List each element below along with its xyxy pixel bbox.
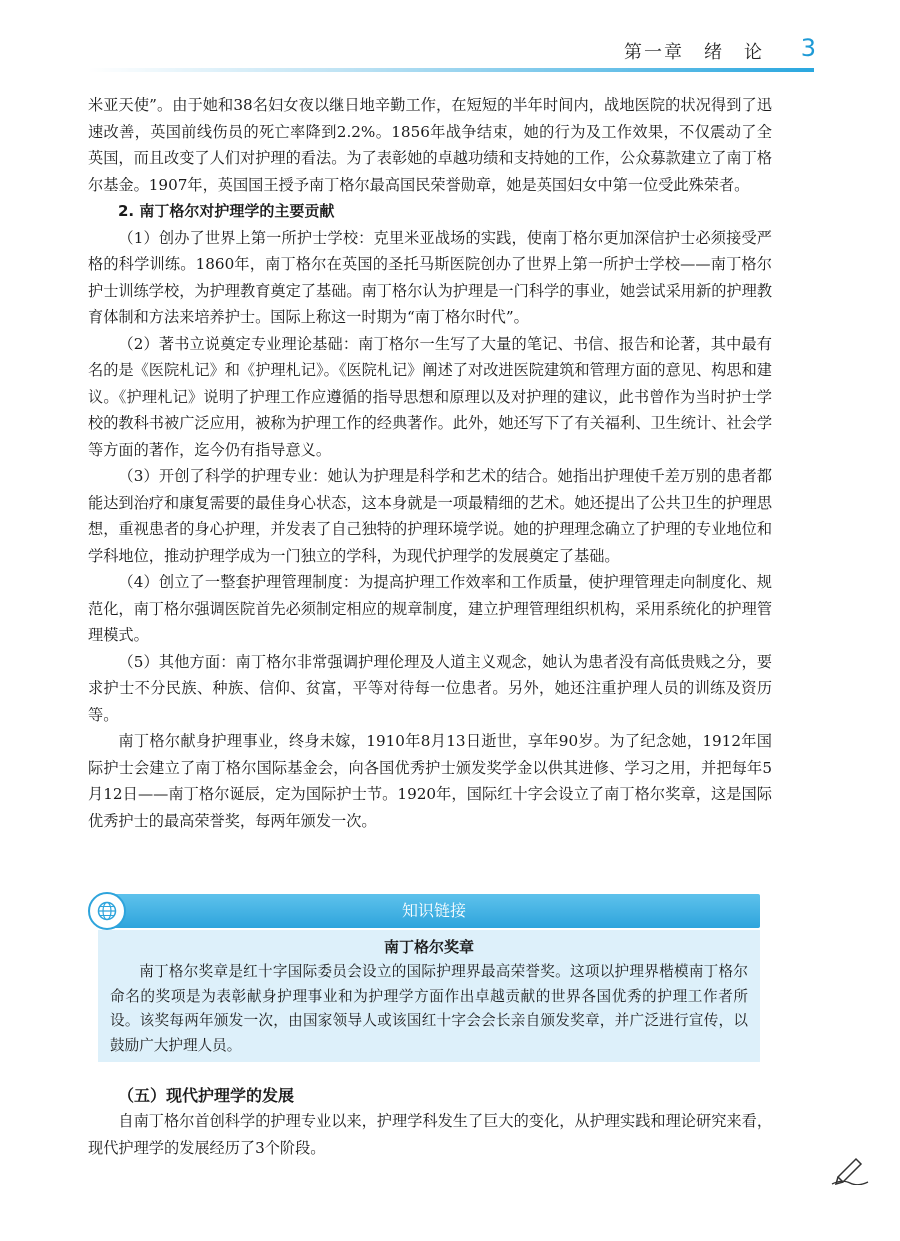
contribution-item: （1）创办了世界上第一所护士学校：克里米亚战场的实践，使南丁格尔更加深信护士必须接受严格的科学训练。1860年，南丁格尔在英国的圣托马斯医院创办了世界上第一所护士学校——南丁格尔护士训练学校，为护理教育奠定了基础。南丁格尔认为护理是一门科学的事业，她尝试采用新的护理教育体制和方法来培养护士。国际上称这一时期为“南丁格尔时代”。 (88, 228, 772, 326)
contribution-item: （3）开创了科学的护理专业：她认为护理是科学和艺术的结合。她指出护理使千差万别的患者都能达到治疗和康复需要的最佳身心状态，这本身就是一项最精细的艺术。她还提出了公共卫生的护理思想，重视患者的身心护理，并发表了自己独特的护理环境学说。她的护理理念确立了护理的专业地位和学科地位，推动护理学成为一门独立的学科，为现代护理学的发展奠定了基础。 (88, 467, 772, 565)
header-rule (88, 68, 814, 72)
section-body: 自南丁格尔首创科学的护理专业以来，护理学科发生了巨大的变化，从护理实践和理论研究来看，现代护理学的发展经历了3个阶段。 (88, 1112, 772, 1157)
section-heading: （五）现代护理学的发展 (118, 1086, 295, 1105)
page-header (0, 0, 900, 80)
knowledge-link-box (88, 892, 770, 1064)
contribution-item: （5）其他方面：南丁格尔非常强调护理伦理及人道主义观念，她认为患者没有高低贵贱之分，要求护士不分民族、种族、信仰、贫富，平等对待每一位患者。另外，她还注重护理人员的训练及资历等。 (88, 652, 772, 724)
knowledge-link-text: 南丁格尔奖章是红十字国际委员会设立的国际护理界最高荣誉奖。这项以护理界楷模南丁格尔命名的奖项是为表彰献身护理事业和为护理学方面作出卓越贡献的世界各国优秀的护理工作者所设。该奖每两年颁发一次，由国家领导人或该国红十字会会长亲自颁发奖章，并广泛进行宣传，以鼓励广大护理人员。 (110, 963, 748, 1054)
page-number: 3 (800, 34, 816, 62)
contribution-item: （4）创立了一整套护理管理制度：为提高护理工作效率和工作质量，使护理管理走向制度化、规范化，南丁格尔强调医院首先必须制定相应的规章制度，建立护理管理组织机构，采用系统化的护理管理模式。 (88, 573, 772, 644)
closing-paragraph: 南丁格尔献身护理事业，终身未嫁，1910年8月13日逝世，享年90岁。为了纪念她，1912年国际护士会建立了南丁格尔国际基金会，向各国优秀护士颁发奖学金以供其进修、学习之用，并把每年5月12日——南丁格尔诞辰，定为国际护士节。1920年，国际红十字会设立了南丁格尔奖章，这是国际优秀护士的最高荣誉奖，每两年颁发一次。 (88, 732, 772, 830)
knowledge-link-label: 知识链接 (108, 894, 760, 928)
pen-icon (830, 1155, 870, 1189)
main-content (88, 92, 772, 834)
chapter-title: 第一章 绪 论 (624, 42, 764, 63)
intro-paragraph: 米亚天使”。由于她和38名妇女夜以继日地辛勤工作，在短短的半年时间内，战地医院的状况得到了迅速改善，英国前线伤员的死亡率降到2.2%。1856年战争结束，她的行为及工作效果，不仅震动了全英国，而且改变了人们对护理的看法。为了表彰她的卓越功绩和支持她的工作，公众募款建立了南丁格尔基金。1907年，英国国王授予南丁格尔最高国民荣誉勋章，她是英国妇女中第一位受此殊荣者。 (88, 96, 772, 194)
contribution-item: （2）著书立说奠定专业理论基础：南丁格尔一生写了大量的笔记、书信、报告和论著，其中最有名的是《医院札记》和《护理札记》。《医院札记》阐述了对改进医院建筑和管理方面的意见、构思和建议。《护理札记》说明了护理工作应遵循的指导思想和原理以及对护理的建议，此书曾作为当时护士学校的教科书被广泛应用，被称为护理工作的经典著作。此外，她还写下了有关福利、卫生统计、社会学等方面的著作，迄今仍有指导意义。 (88, 334, 772, 459)
knowledge-link-body (98, 930, 760, 1062)
knowledge-link-heading: 南丁格尔奖章 (383, 938, 474, 956)
globe-icon (88, 892, 126, 930)
contributions-heading: 2. 南丁格尔对护理学的主要贡献 (118, 202, 335, 220)
